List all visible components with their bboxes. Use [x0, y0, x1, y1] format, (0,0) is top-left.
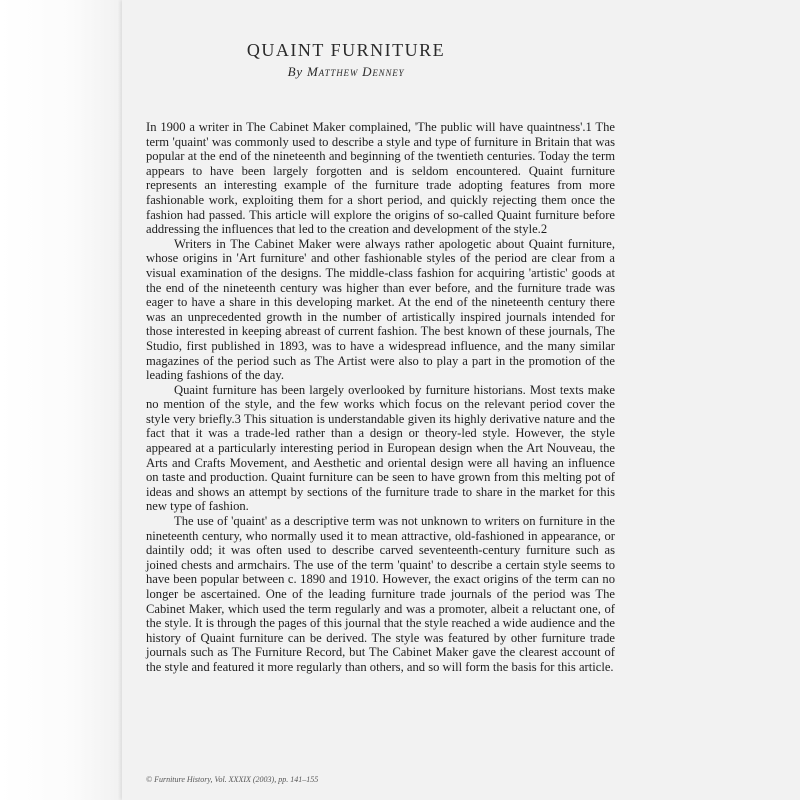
page-gutter — [0, 0, 122, 800]
paragraph: In 1900 a writer in The Cabinet Maker complained, 'The public will have quaintness'.1 The term 'quaint' was commonly used to describe a style and type of furniture in Britain that was popular at the end of the nineteenth and beginning of the twentieth centuries. Today the term appears to have been largely forgotten and is seldom encountered. Quaint furniture represents an interesting example of the furniture trade adopting features from more fashionable work, exploiting them for a short period, and quickly rejecting them once the fashion had passed. This article will explore the origins of so-called Quaint furniture before addressing the influences that led to the creation and development of the style.2 — [146, 120, 615, 237]
article-title: QUAINT FURNITURE — [246, 40, 446, 60]
citation-footer: © Furniture History, Vol. XXXIX (2003), pp. 141–155 — [146, 775, 319, 784]
byline-prefix: By — [287, 64, 303, 79]
article-body — [146, 120, 615, 675]
paragraph: Quaint furniture has been largely overlooked by furniture historians. Most texts make no mention of the style, and the few works which focus on the relevant period cover the style very briefly.3 This situation is understandable given its highly derivative nature and the fact that it was a trade-led rather than a design or theory-led style. However, the style appeared at a particularly interesting period in European design when the Art Nouveau, the Arts and Crafts Movement, and Aesthetic and oriental design were all having an influence on taste and production. Quaint furniture can be seen to have grown from this melting pot of ideas and shows an attempt by sections of the furniture trade to share in the market for this new type of fashion. — [146, 382, 615, 514]
paragraph: Writers in The Cabinet Maker were always rather apologetic about Quaint furniture, whose origins in 'Art furniture' and other fashionable styles of the period are clear from a visual examination of the designs. The middle-class fashion for acquiring 'artistic' goods at the end of the nineteenth century was higher than ever before, and the furniture trade was eager to have a share in this developing market. At the end of the nineteenth century there was an unprecedented growth in the number of artistically inspired journals intended for those interested in keeping abreast of current fashion. The best known of these journals, The Studio, first published in 1893, was to have a widespread influence, and the many similar magazines of the period such as The Artist were also to play a part in the promotion of the leading fashions of the day. — [146, 236, 615, 383]
paragraph: The use of 'quaint' as a descriptive term was not unknown to writers on furniture in the nineteenth century, who normally used it to mean attractive, old-fashioned in appearance, or daintily odd; it was often used to describe carved seventeenth-century furniture such as joined chests and armchairs. The use of the term 'quaint' to describe a certain style seems to have been popular between c. 1890 and 1910. However, the exact origins of the term can no longer be ascertained. One of the leading furniture trade journals of the period was The Cabinet Maker, which used the term regularly and was a promoter, albeit a reluctant one, of the style. It is through the pages of this journal that the style reached a wide audience and the history of Quaint furniture can be derived. The style was featured by other furniture trade journals such as The Furniture Record, but The Cabinet Maker gave the clearest account of the style and featured it more regularly than others, and so will form the basis for this article. — [146, 514, 615, 674]
author-name: Matthew Denney — [307, 64, 405, 79]
article-byline — [122, 64, 570, 80]
